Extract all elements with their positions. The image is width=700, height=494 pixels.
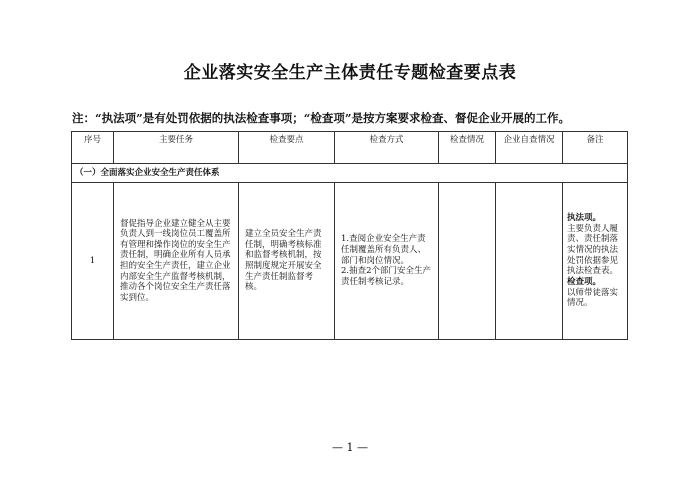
row-status <box>439 183 496 340</box>
header-cell-self-check: 企业自查情况 <box>496 132 563 164</box>
method-item-1: 1.查阅企业安全生产责任制覆盖所有负责人、部门和岗位情况。 <box>341 234 427 266</box>
page-number: — 1 — <box>332 441 368 454</box>
row-remark <box>563 183 628 340</box>
row-method <box>335 183 439 340</box>
section-row <box>72 164 628 183</box>
table-note: 注：“执法项”是有处罚依据的执法检查事项；“检查项”是按方案要求检查、督促企业开展的工作。 <box>72 111 570 125</box>
document-title: 企业落实安全生产主体责任专题检查要点表 <box>183 63 517 83</box>
table-row <box>72 183 628 340</box>
header-cell-status: 检查情况 <box>439 132 496 164</box>
method-item-2: 2.抽查2个部门安全生产责任制考核记录。 <box>341 266 432 287</box>
inspection-table <box>71 131 628 340</box>
row-task: 督促指导企业建立健全从主要负责人到一线岗位员工覆盖所有管理和操作岗位的安全生产责任制，明确企业所有人员承担的安全生产责任，建立企业内部安全生产监督考核机制，推动各个岗位安全生产责任落实到位。 <box>114 183 239 340</box>
header-cell-remark: 备注 <box>563 132 628 164</box>
header-cell-method: 检查方式 <box>335 132 439 164</box>
remark-law-label: 执法项。 <box>567 213 602 224</box>
header-cell-task: 主要任务 <box>114 132 239 164</box>
row-index: 1 <box>72 183 114 340</box>
table-header-row <box>72 132 628 164</box>
remark-check-text: 以师带徒落实情况。 <box>567 287 619 309</box>
row-points: 建立全员安全生产责任制，明确考核标准和监督考核机制，按照制度规定开展安全生产责任制监督考核。 <box>239 183 335 340</box>
row-self-check <box>496 183 563 340</box>
section-title: （一）全面落实企业安全生产责任体系 <box>72 164 628 183</box>
header-cell-points: 检查要点 <box>239 132 335 164</box>
remark-check-label: 检查项。 <box>567 276 602 287</box>
remark-law-text: 主要负责人履责、责任制落实情况的执法处罚依据参见执法检查表。 <box>567 223 619 277</box>
header-cell-index: 序号 <box>72 132 114 164</box>
